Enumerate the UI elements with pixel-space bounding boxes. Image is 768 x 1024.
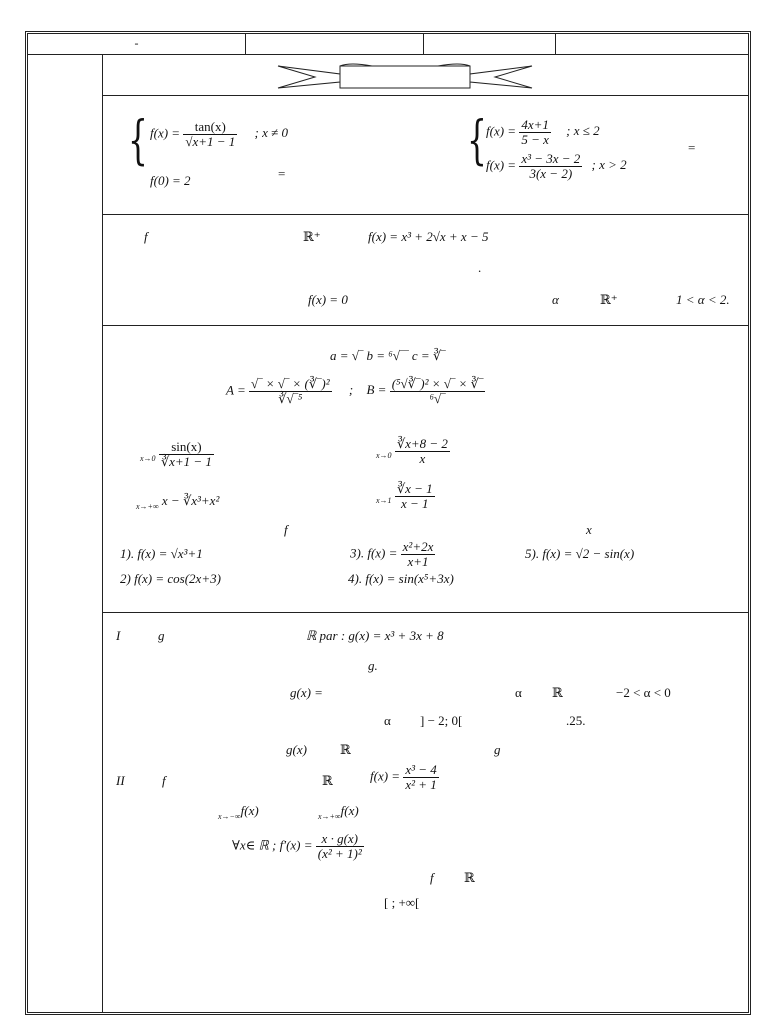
s3-d2: 2) f(x) = cos(2x+3) — [120, 571, 221, 586]
s3-d3: 3). f(x) = $\frac{\text{x²+2x}}{x+1}$ — [350, 539, 434, 569]
s4-p25: .25. — [566, 713, 586, 728]
s4-alpha: α — [515, 685, 522, 700]
s3-limit-4: $_{x\to 1}$ $\frac{∛x - 1}{x - 1}$ — [376, 481, 433, 511]
s1-g1: f(x) = $\frac{4x+1}{5 - x}$ ; x ≤ 2 — [486, 117, 600, 147]
s2-definition: f(x) = x³ + 2√x + x − 5 — [368, 229, 489, 244]
s2-f: f — [144, 229, 148, 244]
s4-gdot: g. — [368, 658, 378, 673]
s1-f2-eq: = — [278, 166, 286, 181]
divider-3 — [103, 325, 748, 326]
s4-g2: g — [494, 742, 501, 757]
divider-1 — [103, 95, 748, 96]
s4-ineq: −2 < α < 0 — [616, 685, 671, 700]
s4-gx2: g(x) — [286, 742, 307, 757]
s2-R: ℝ⁺ — [303, 229, 321, 244]
s3-limit-2: $_{x\to 0}$ $\frac{∛x+8 - 2}{x}$ — [376, 436, 448, 466]
header-cell-4 — [556, 34, 747, 54]
s4-interval: ] − 2; 0[ — [420, 713, 463, 728]
s4-lim2: $_{x\to+\infty}$f(x) — [318, 803, 359, 821]
s4-f: f — [162, 773, 166, 788]
s4-gx: g(x) = — [290, 685, 323, 700]
header-row — [28, 34, 748, 55]
s3-limit-1: $_{x\to 0}$ $\frac{\sin(x)}{∛x+1 - 1}$ — [140, 439, 212, 469]
s4-I: I — [116, 628, 121, 643]
divider-4 — [103, 612, 748, 613]
s1-f2: f(0) = 2 — [150, 173, 191, 188]
s4-fdef: f(x) = $\frac{\text{x³ − 4}}{\text{x² + 1}}$ — [370, 762, 437, 792]
s3-d1: 1). f(x) = √x³+1 — [120, 546, 203, 561]
s3-x: x — [586, 522, 592, 537]
s3-f: f — [284, 522, 288, 537]
header-cell-3 — [424, 34, 556, 54]
s1-f1: f(x) = $\frac{\tan(x)}{√x+1 - 1}$ ; x ≠ 0 — [150, 119, 288, 149]
s4-interval2: [ ; +∞[ — [384, 895, 420, 910]
s4-II: II — [116, 773, 125, 788]
brace-right: { — [467, 111, 487, 171]
s2-equation: f(x) = 0 — [308, 292, 348, 307]
s2-R2: ℝ⁺ — [600, 292, 618, 307]
s4-lim1: $_{x\to-\infty}$f(x) — [218, 803, 259, 821]
s4-R2: ℝ — [340, 742, 351, 757]
s4-R: ℝ — [552, 685, 563, 700]
page-frame — [25, 31, 751, 1015]
s4-R3: ℝ — [322, 773, 333, 788]
s2-alpha: α — [552, 292, 559, 307]
brace-left: { — [128, 111, 148, 171]
header-cell-2 — [246, 34, 424, 54]
s3-abc: a = √‾ b = ⁶√‾‾ c = ∛‾ — [330, 348, 446, 363]
divider-2 — [103, 214, 748, 215]
s3-limit-3: $_{x\to+\infty}$ x − ∛x³+x² — [136, 493, 220, 511]
s4-derivative: ∀x∈ ℝ ; f′(x) = $\frac{x \cdot g(x)}{\text{(x² + 1)²}}$ — [232, 831, 362, 861]
s4-gdef: ℝ par : g(x) = x³ + 3x + 8 — [306, 628, 444, 643]
s3-d5: 5). f(x) = √2 − sin(x) — [525, 546, 635, 561]
left-margin-column — [102, 55, 103, 1012]
s4-alpha2: α — [384, 713, 391, 728]
s2-dot: . — [478, 260, 482, 275]
header-cell-1: - — [28, 34, 246, 54]
s4-f2: f — [430, 870, 434, 885]
s3-A: A = $\frac{\text{√‾ × √‾ × (∛‾)²}}{\text{∛√‾⁵}}$ ; B = $\frac{\text{(⁵√∛‾)² × √‾ × ∛‾}}{\text{⁶√‾}}$ — [226, 376, 484, 406]
s3-d4: 4). f(x) = sin(x⁵+3x) — [348, 571, 454, 586]
s2-inequality: 1 < α < 2. — [676, 292, 730, 307]
s1-g-eq: = — [688, 140, 696, 155]
s1-g2: f(x) = $\frac{\text{x³ − 3x − 2}}{3(x - 2)}$ ; x > 2 — [486, 151, 627, 181]
s4-g: g — [158, 628, 165, 643]
banner-ornament — [270, 60, 540, 92]
s4-R4: ℝ — [464, 870, 475, 885]
